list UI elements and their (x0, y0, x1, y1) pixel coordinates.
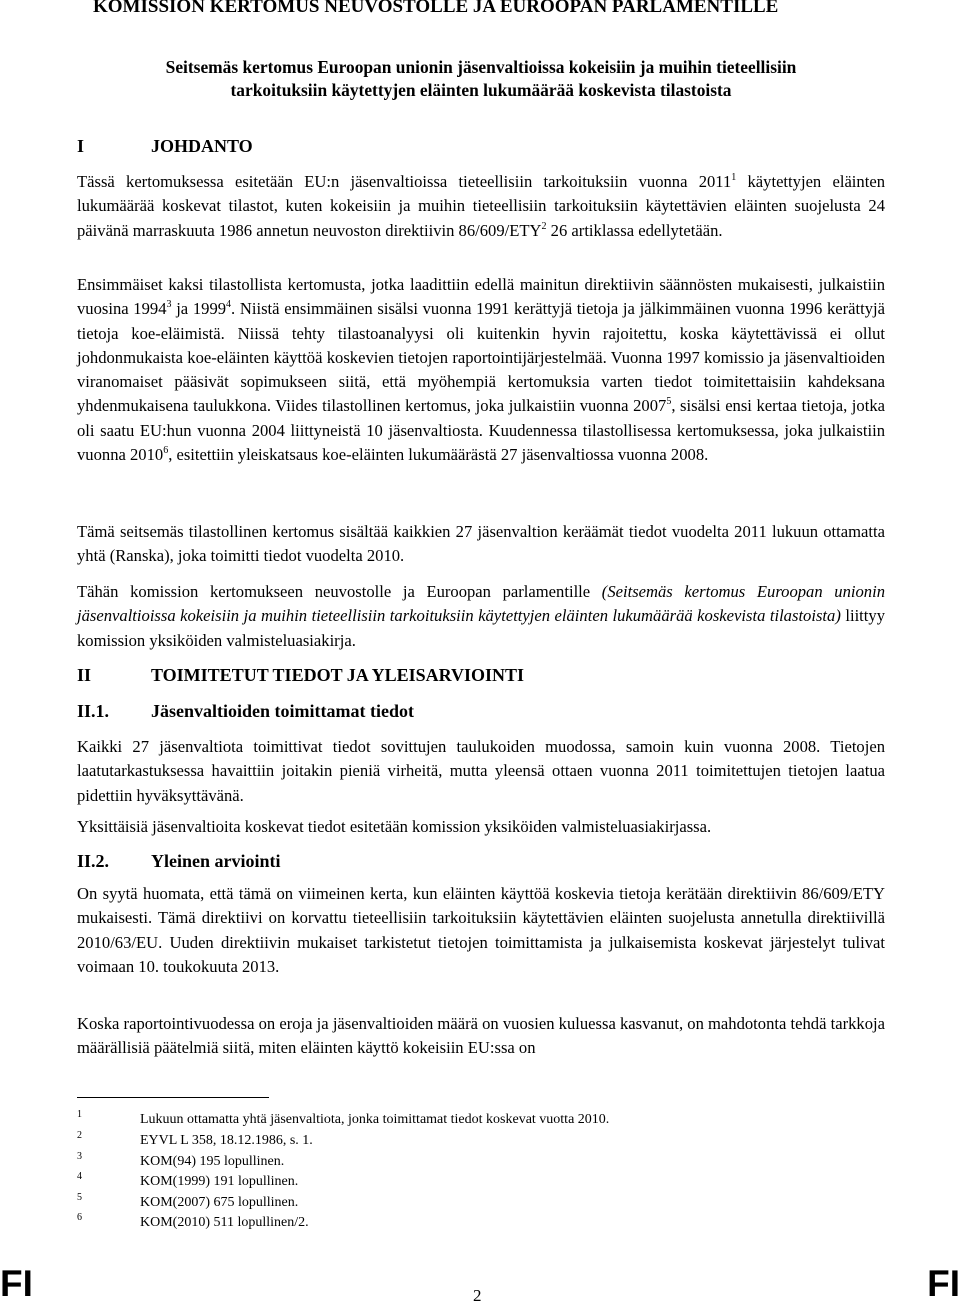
section-title: JOHDANTO (151, 136, 253, 156)
footnote-number: 4 (77, 1171, 82, 1182)
subsection-heading-2-1 (77, 700, 414, 722)
footnote-text: KOM(2007) 675 lopullinen. (140, 1195, 299, 1210)
footnote-text: KOM(1999) 191 lopullinen. (140, 1174, 299, 1189)
intro-paragraph-1: Tässä kertomuksessa esitetään EU:n jäsenvaltioissa tieteellisiin tarkoituksiin vuonna 2011$^1$ käytettyjen eläinten lukumäärää koskevat tilastot, kuten kokeisiin ja muihin tieteellisiin tarkoituksiin käytettävien eläinten suojelusta 24 päivänä marraskuuta 1986 annetun neuvoston direktiivin 86/609/ETY$^2$ 26 artiklassa edellytetään. (77, 172, 885, 240)
report-title-italic: (Seitsemäs kertomus Euroopan unionin jäsenvaltioissa kokeisiin ja muihin tieteellisiin tarkoituksiin käytettyjen eläinten lukumäärää koskevista tilastoista) (77, 582, 885, 626)
document-title: KOMISSION KERTOMUS NEUVOSTOLLE JA EUROOPAN PARLAMENTILLE (93, 0, 779, 17)
assessment-paragraph-2: Koska raportointivuodessa on eroja ja jäsenvaltioiden määrä on vuosien kuluessa kasvanut, on mahdotonta tehdä tarkkoja määrällisiä päätelmiä siitä, miten eläinten käyttö kokeisiin EU:ssa on (77, 1014, 885, 1058)
subsection-number: II.2. (77, 851, 110, 871)
subtitle-line-2: tarkoituksiin käytettyjen eläinten lukumäärää koskevista tilastoista (230, 80, 732, 100)
footnote-text: KOM(94) 195 lopullinen. (140, 1154, 285, 1169)
data-paragraph-1: Kaikki 27 jäsenvaltiota toimittivat tiedot sovittujen taulukoiden muodossa, samoin kuin vuonna 2008. Tietojen laatutarkastuksessa havaittiin joitakin pieniä virheitä, mutta yleensä ottaen vuonna 2011 toimitettujen tietojen laatua pidettiin hyväksyttävänä. (77, 737, 885, 805)
footnote-ref-3[interactable]: 3 (166, 299, 172, 311)
intro-paragraph-4: Tähän komission kertomukseen neuvostolle ja Euroopan parlamentille (Seitsemäs kertomus Euroopan unionin jäsenvaltioissa kokeisiin ja muihin tieteellisiin tarkoituksiin käytettyjen eläinten lukumäärää koskevista tilastoista) liittyy komission yksiköiden valmisteluasiakirja. (77, 582, 885, 650)
footnote-ref-2[interactable]: 2 (541, 220, 547, 232)
footnote-ref-1[interactable]: 1 (731, 172, 737, 183)
document-subtitle (77, 56, 885, 102)
section-number: II (77, 665, 92, 685)
subsection-number: II.1. (77, 701, 110, 721)
footnote-number: 6 (77, 1212, 82, 1223)
data-paragraph-2: Yksittäisiä jäsenvaltioita koskevat tiedot esitetään komission yksiköiden valmisteluasiakirjassa. (77, 817, 712, 836)
footnote-separator (77, 1097, 269, 1098)
intro-paragraph-2: Ensimmäiset kaksi tilastollista kertomusta, jotka laadittiin edellä mainitun direktiivin säännösten mukaisesti, julkaistiin vuosina 1994$^3$ ja 1999$^4$. Niistä ensimmäinen sisälsi vuonna 1991 kerättyjä tietoja ja jälkimmäinen vuonna 1996 kerättyjä tietoja koe-eläimistä. Niissä tehty tilastoanalyysi oli kuitenkin hyvin rajoitettu, koska käytettävissä ei ollut johdonmukaista koe-eläinten käyttöä koskevien tietojen raportointijärjestelmää. Vuonna 1997 komissio ja jäsenvaltioiden viranomaiset pääsivät sopimukseen siitä, että myöhempiä kertomuksia varten tiedot toimitettaisiin kahdeksana yhdenmukaisena taulukkona. Viides tilastollinen kertomus, joka julkaistiin vuonna 2007$^5$, sisälsi ensi kertaa tietoja, jotka oli saatu EU:hun vuonna 2004 liittyneistä 10 jäsenvaltiosta. Kuudennessa tilastollisessa kertomuksessa, joka julkaistiin vuonna 2010$^6$, esitettiin yleiskatsaus koe-eläinten lukumäärästä 27 jäsenvaltiossa vuonna 2008. (77, 275, 885, 465)
language-code-right: FI (927, 1263, 960, 1304)
footnote-ref-5[interactable]: 5 (666, 396, 672, 408)
footnote-number: 1 (77, 1109, 82, 1120)
footnote-number: 5 (77, 1192, 82, 1203)
language-code-left: FI (0, 1263, 33, 1304)
footnote-ref-4[interactable]: 4 (226, 299, 232, 311)
footnote-ref-6[interactable]: 6 (163, 445, 169, 457)
intro-paragraph-3: Tämä seitsemäs tilastollinen kertomus sisältää kaikkien 27 jäsenvaltion keräämät tiedot vuodelta 2011 lukuun ottamatta yhtä (Ranska), joka toimitti tiedot vuodelta 2010. (77, 522, 885, 566)
section-heading-1 (77, 135, 253, 157)
footnote-number: 3 (77, 1151, 82, 1162)
section-title: TOIMITETUT TIEDOT JA YLEISARVIOINTI (151, 665, 524, 685)
footnote-text: Lukuun ottamatta yhtä jäsenvaltiota, jonka toimittamat tiedot koskevat vuotta 2010. (140, 1112, 610, 1127)
footnote-text: EYVL L 358, 18.12.1986, s. 1. (140, 1133, 313, 1148)
subsection-title: Jäsenvaltioiden toimittamat tiedot (151, 701, 414, 721)
subtitle-line-1: Seitsemäs kertomus Euroopan unionin jäsenvaltioissa kokeisiin ja muihin tieteellisiin (165, 57, 797, 77)
subsection-heading-2-2 (77, 850, 281, 872)
subsection-title: Yleinen arviointi (151, 851, 281, 871)
section-number: I (77, 136, 85, 156)
footnote-text: KOM(2010) 511 lopullinen/2. (140, 1215, 309, 1230)
page-number: 2 (473, 1286, 482, 1305)
footnote-number: 2 (77, 1130, 82, 1141)
assessment-paragraph-1: On syytä huomata, että tämä on viimeinen kerta, kun eläinten käyttöä koskevia tietoja kerätään direktiivin 86/609/ETY mukaisesti. Tämä direktiivi on korvattu tieteellisiin tarkoituksiin käytettävien eläinten suojelusta annetulla direktiivillä 2010/63/EU. Uuden direktiivin mukaiset tarkistetut tietojen toimittamista ja julkaisemista koskevat järjestelyt tulivat voimaan 10. toukokuuta 2013. (77, 884, 885, 976)
section-heading-2 (77, 664, 524, 686)
